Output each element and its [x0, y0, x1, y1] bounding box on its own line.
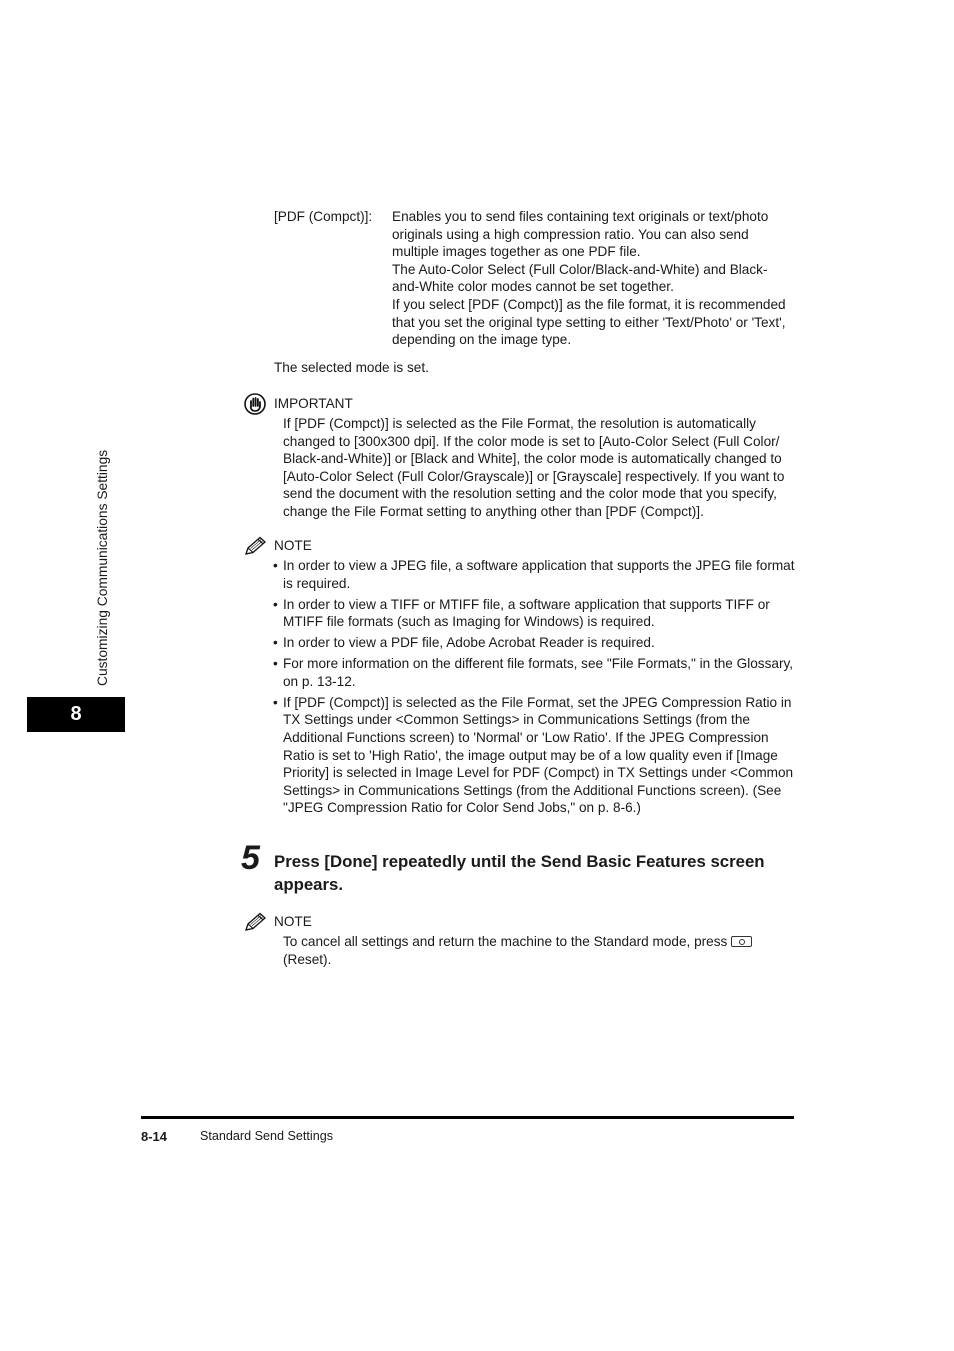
- list-item: [270, 694, 795, 817]
- note-list: [270, 557, 795, 820]
- note-pencil-icon: [244, 912, 268, 932]
- bullet: •: [273, 635, 278, 651]
- note-body: [283, 933, 795, 968]
- important-title: IMPORTANT: [274, 396, 353, 411]
- step-instruction: Press [Done] repeatedly until the Send Basic Features screen appears.: [274, 852, 765, 894]
- bullet: •: [273, 596, 278, 612]
- list-item: [270, 557, 795, 592]
- important-hand-icon: [244, 393, 266, 415]
- reset-key-icon: [731, 936, 752, 947]
- definition-description: [392, 208, 792, 349]
- note-title: NOTE: [274, 538, 312, 553]
- list-item: [270, 634, 795, 652]
- note-title: NOTE: [274, 914, 312, 929]
- chapter-side-label: Customizing Communications Settings: [95, 449, 110, 686]
- bullet: •: [273, 656, 278, 672]
- bullet: •: [273, 558, 278, 573]
- bullet: •: [273, 694, 278, 710]
- note-item-text: In order to view a TIFF or MTIFF file, a software application that supports TIFF or MTIFF file formats (such as Imaging for Windows) is required.: [283, 596, 770, 630]
- note-body-text: (Reset).: [283, 951, 332, 967]
- definition-term: [PDF (Compct)]:: [274, 209, 373, 224]
- definition-paragraph: If you select [PDF (Compct)] as the file format, it is recommended that you set the original type setting to either 'Text/Photo' or 'Text', depending on the image type.: [392, 296, 786, 348]
- note-item-text: If [PDF (Compct)] is selected as the File Format, set the JPEG Compression Ratio in TX Settings under <Common Settings> in Communications Settings (from the Additional Functions screen) to 'Normal' or 'Low Ratio'. If the JPEG Compression Ratio is set to 'High Ratio', the image output may be of a low quality even if [Image Priority] is selected in Image Level for PDF (Compct) in TX Settings under <Common Settings> in Communications Settings (from the Additional Functions screen). (See "JPEG Compression Ratio for Color Send Jobs," on p. 8-6.): [283, 694, 794, 816]
- list-item: [270, 596, 795, 631]
- important-body: If [PDF (Compct)] is selected as the File Format, the resolution is automatically changed to [300x300 dpi]. If the color mode is set to [Auto-Color Select (Full Color/ Black-and-White)] or [Black and White], the color mode is automatically changed to [Auto-Color Select (Full Color/Grayscale)] or [Grayscale] respectively. If you want to send the document with the resolution setting and the color mode that you specify, change the File Format setting to anything other than [PDF (Compct)].: [283, 416, 785, 519]
- note-item-text: For more information on the different file formats, see "File Formats," in the Glossary, on p. 13-12.: [283, 656, 794, 689]
- footer-rule: [141, 1116, 794, 1119]
- note-body-text: To cancel all settings and return the machine to the Standard mode, press: [283, 934, 728, 949]
- step-number: 5: [241, 839, 260, 877]
- definition-paragraph: Enables you to send files containing text originals or text/photo originals using a high compression ratio. You can also send multiple images together as one PDF file.: [392, 209, 769, 260]
- note-item-text: In order to view a PDF file, Adobe Acrobat Reader is required.: [283, 635, 655, 651]
- page-number: 8-14: [141, 1129, 168, 1144]
- list-item: [270, 655, 795, 690]
- footer-section-title: Standard Send Settings: [200, 1129, 334, 1143]
- note-pencil-icon: [244, 536, 268, 556]
- definition-paragraph: The Auto-Color Select (Full Color/Black-and-White) and Black-and-White color modes cannot be set together.: [392, 261, 768, 295]
- selected-mode-text: The selected mode is set.: [274, 360, 429, 375]
- chapter-tab: 8: [27, 697, 125, 732]
- note-item-text: In order to view a JPEG file, a software application that supports the JPEG file format is required.: [283, 558, 795, 591]
